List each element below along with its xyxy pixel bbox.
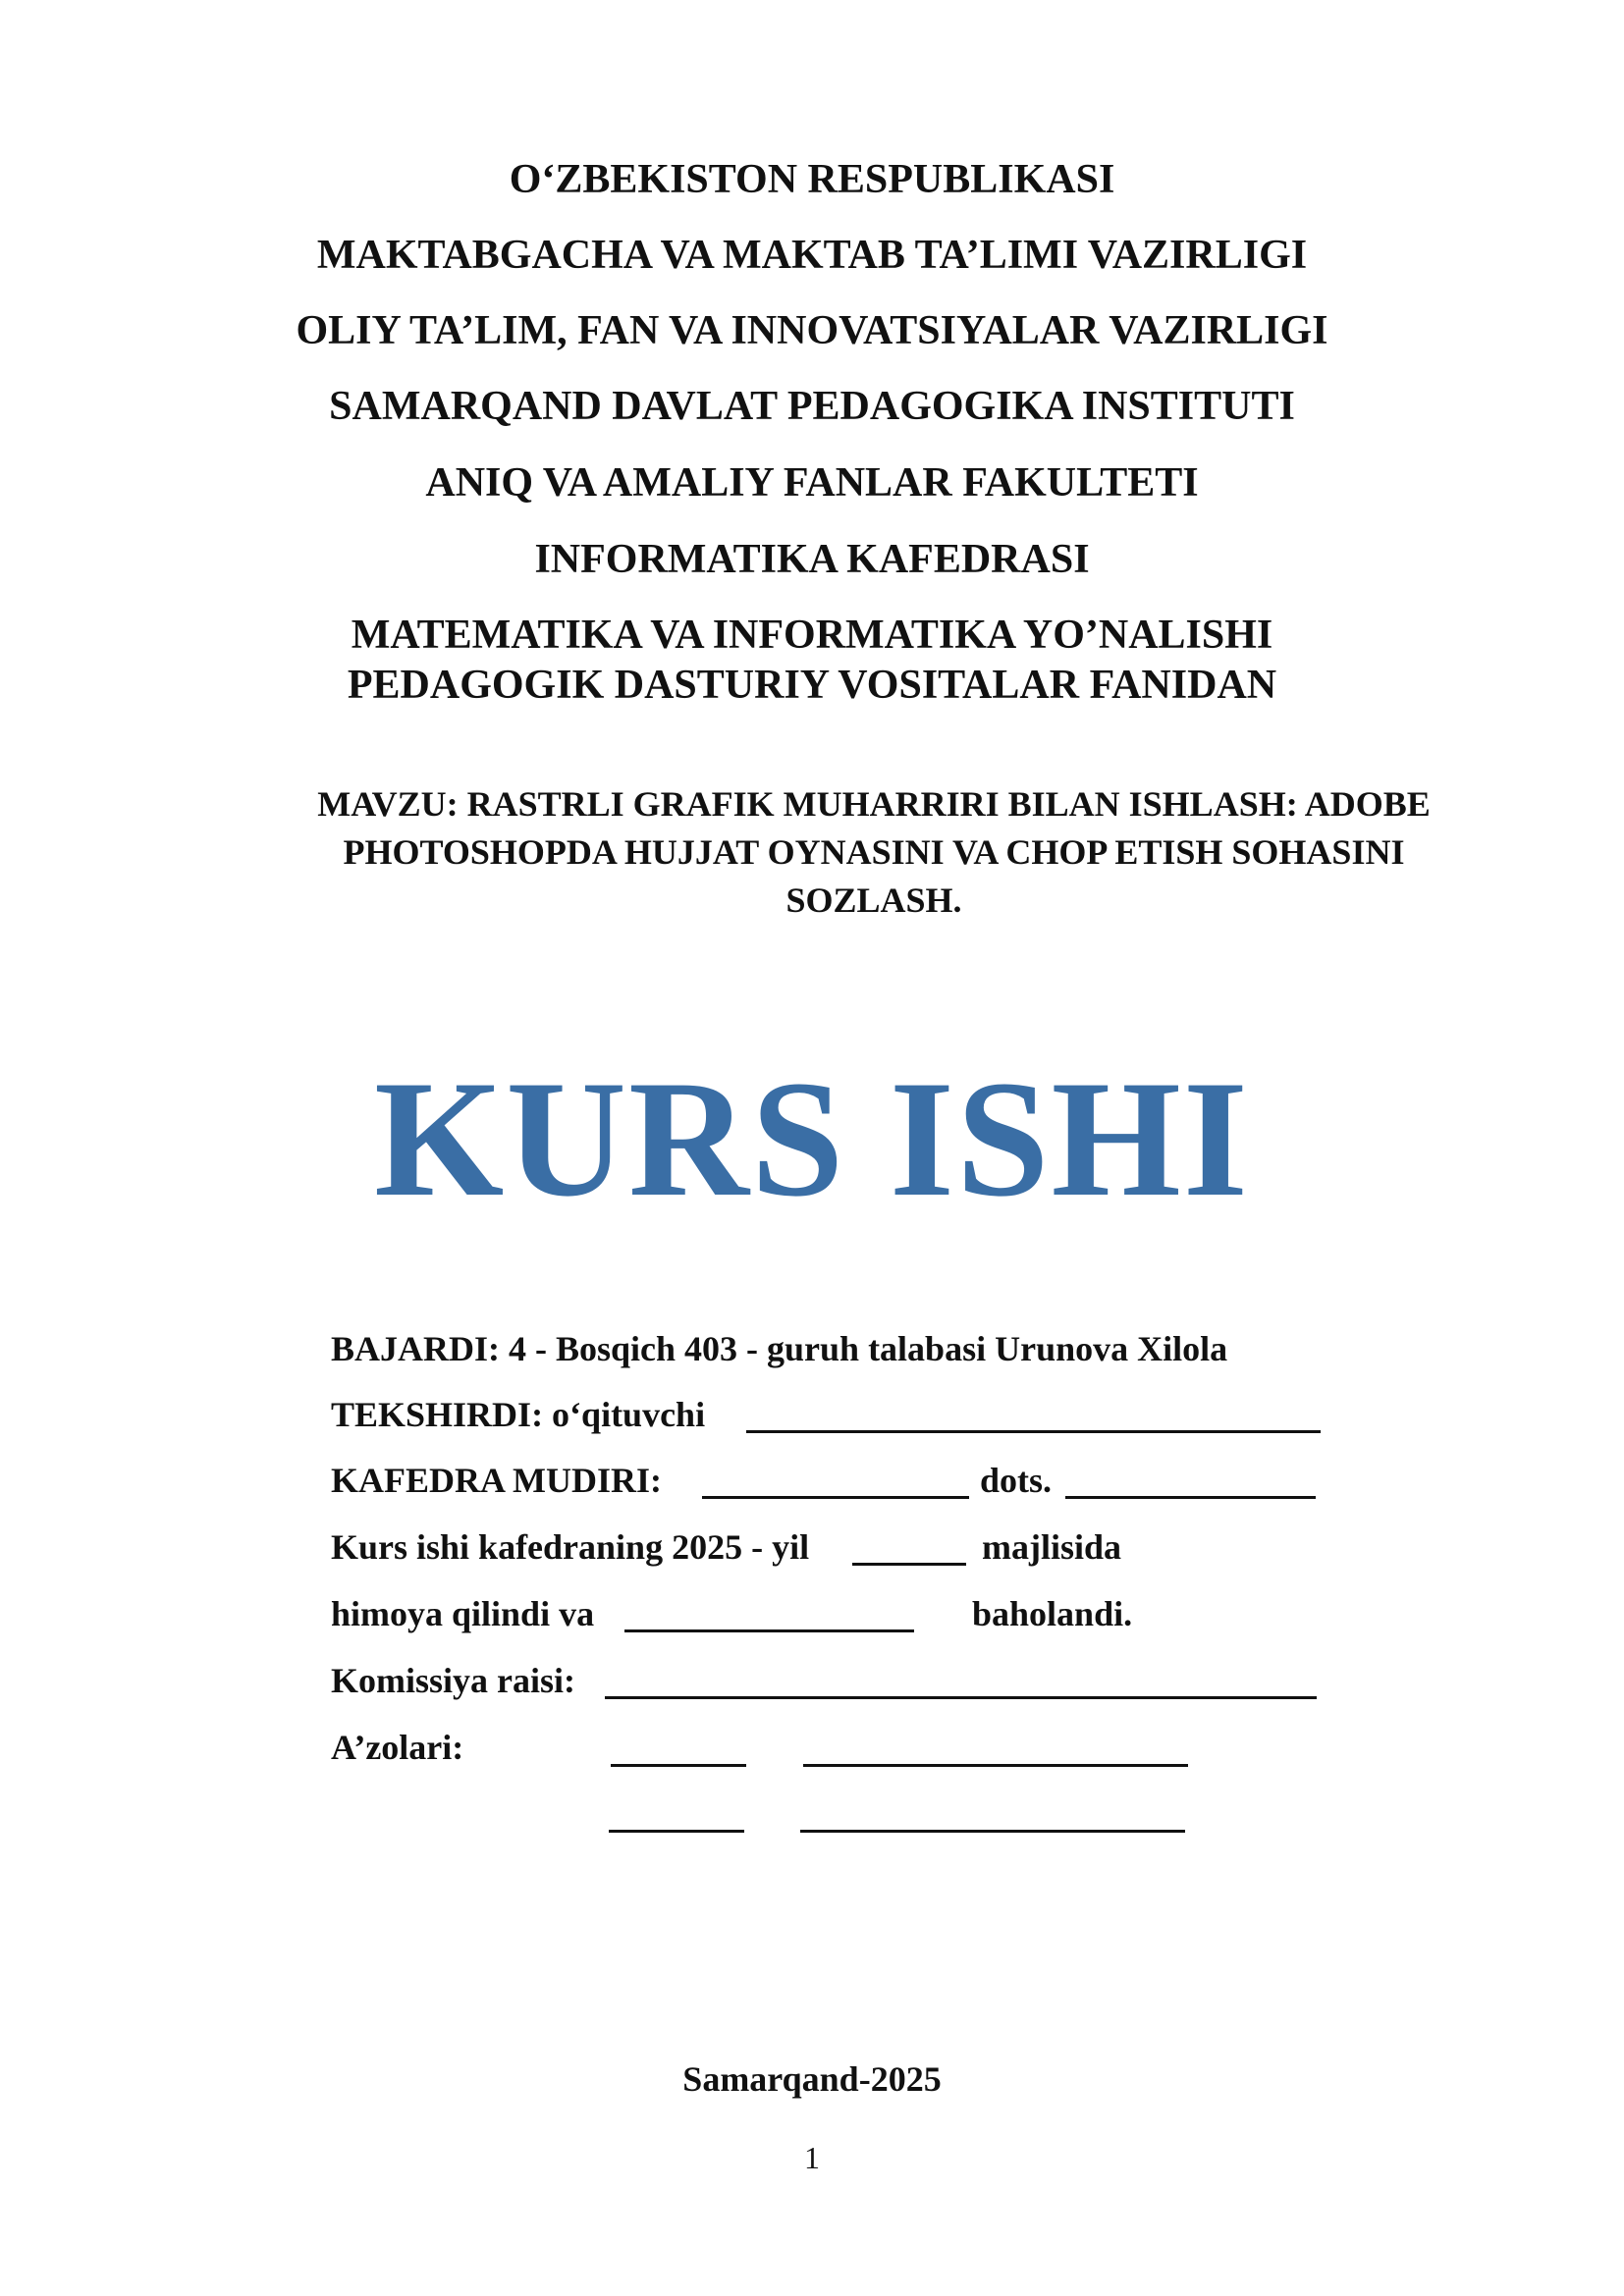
header-department: INFORMATIKA KAFEDRASI <box>534 537 1090 582</box>
himoya-label: himoya qilindi va <box>331 1594 595 1633</box>
grade-blank <box>624 1629 914 1632</box>
topic-line-3: SOZLASH. <box>785 881 962 920</box>
header-institute: SAMARQAND DAVLAT PEDAGOGIKA INSTITUTI <box>329 384 1295 429</box>
baholandi-label: baholandi. <box>972 1594 1133 1633</box>
tekshirdi-blank <box>746 1430 1321 1433</box>
topic-line-1: MAVZU: RASTRLI GRAFIK MUHARRIRI BILAN ISHLASH: ADOBE <box>317 784 1431 824</box>
majlis-date-blank <box>852 1563 966 1566</box>
bajardi-line: BAJARDI: 4 - Bosqich 403 - guruh talabasi Urunova Xilola <box>331 1329 1228 1368</box>
member-1-short-blank <box>611 1764 746 1767</box>
city-year: Samarqand-2025 <box>682 2059 942 2099</box>
mudiri-blank <box>702 1496 969 1499</box>
dots-label: dots. <box>980 1461 1053 1500</box>
raisi-label: Komissiya raisi: <box>331 1661 575 1700</box>
member-2-long-blank <box>800 1830 1185 1833</box>
header-faculty: ANIQ VA AMALIY FANLAR FAKULTETI <box>425 460 1199 506</box>
page-number: 1 <box>804 2140 820 2175</box>
mudiri-label: KAFEDRA MUDIRI: <box>331 1461 662 1500</box>
header-ministry-school: MAKTABGACHA VA MAKTAB TA’LIMI VAZIRLIGI <box>316 233 1308 278</box>
header-country: O‘ZBEKISTON RESPUBLIKASI <box>509 157 1115 202</box>
tekshirdi-label: TEKSHIRDI: o‘qituvchi <box>331 1395 706 1434</box>
topic-line-2: PHOTOSHOPDA HUJJAT OYNASINI VA CHOP ETISH SOHASINI <box>343 832 1405 872</box>
header-ministry-higher: OLIY TA’LIM, FAN VA INNOVATSIYALAR VAZIRLIGI <box>296 308 1328 353</box>
member-2-short-blank <box>609 1830 744 1833</box>
document-title: KURS ISHI <box>374 1046 1250 1231</box>
header-direction: MATEMATIKA VA INFORMATIKA YO’NALISHI <box>351 613 1273 658</box>
member-1-long-blank <box>803 1764 1188 1767</box>
azolari-label: A’zolari: <box>331 1728 464 1767</box>
raisi-blank <box>605 1696 1317 1699</box>
majlisida-label: majlisida <box>982 1527 1122 1567</box>
kurs-ishi-label: Kurs ishi kafedraning 2025 - yil <box>331 1527 810 1567</box>
header-subject: PEDAGOGIK DASTURIY VOSITALAR FANIDAN <box>347 663 1277 708</box>
dots-blank <box>1065 1496 1316 1499</box>
